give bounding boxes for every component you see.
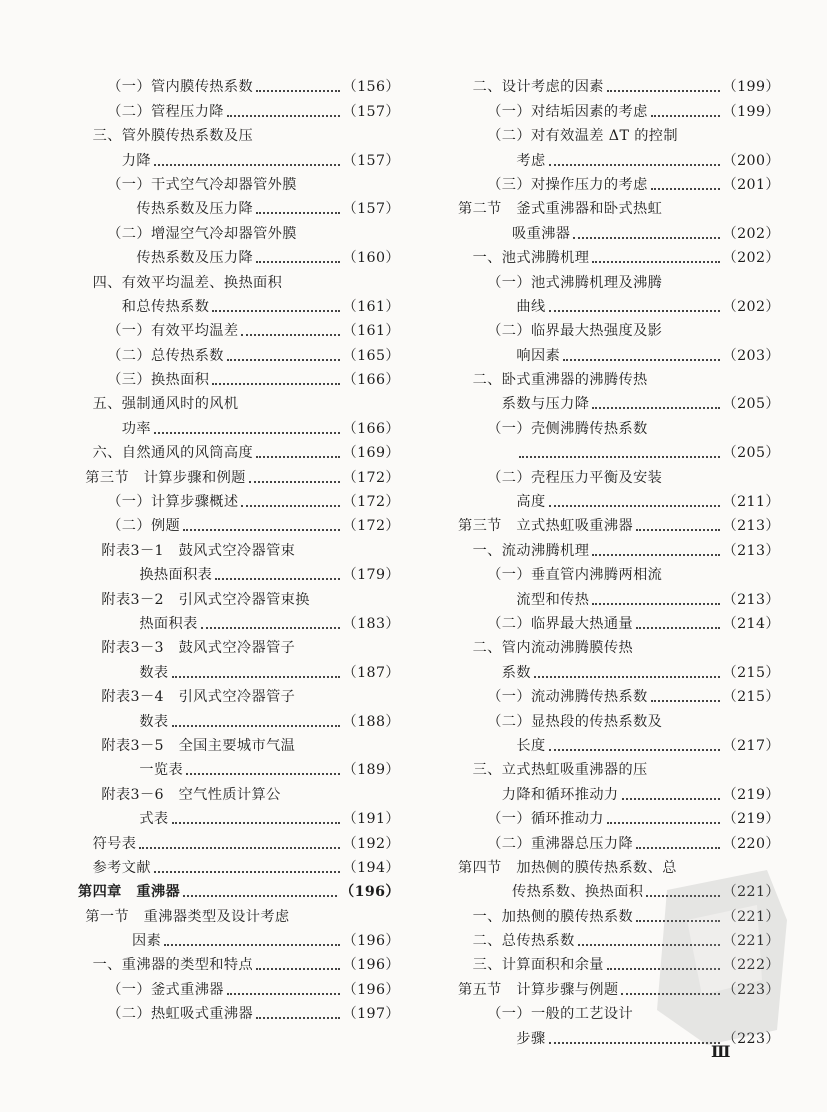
toc-entry xyxy=(458,218,780,242)
toc-entry xyxy=(78,194,400,218)
toc-entry xyxy=(458,72,780,96)
toc-page-number: （157） xyxy=(342,103,400,120)
toc-entry xyxy=(78,999,400,1023)
toc-page-number: （221） xyxy=(722,908,780,925)
toc-entry-title: （二）总传热系数 xyxy=(107,347,224,364)
toc-entry xyxy=(458,487,780,511)
toc-entry-title: （一）一般的工艺设计 xyxy=(487,1006,634,1023)
toc-dot-leader xyxy=(215,578,339,580)
toc-entry xyxy=(458,1023,780,1047)
toc-entry-title: 数表 xyxy=(139,713,169,730)
toc-entry-title: （一）循环推动力 xyxy=(487,811,604,828)
toc-page-number: （188） xyxy=(342,713,400,730)
toc-entry xyxy=(78,731,400,755)
toc-page-number: （220） xyxy=(722,835,780,852)
toc-entry-title: （二）临界最大热强度及影 xyxy=(487,323,663,340)
toc-entry-title: 系数 xyxy=(501,664,531,681)
toc-page-number: （222） xyxy=(722,957,780,974)
toc-entry xyxy=(458,267,780,291)
toc-entry xyxy=(458,389,780,413)
toc-entry xyxy=(78,316,400,340)
toc-entry-title: 三、计算面积和余量 xyxy=(472,957,604,974)
toc-entry-title: 响因素 xyxy=(516,347,561,364)
toc-entry xyxy=(78,389,400,413)
toc-dot-leader xyxy=(256,90,339,92)
toc-page-number: （199） xyxy=(722,79,780,96)
toc-entry-title: （一）垂直管内沸腾两相流 xyxy=(487,567,663,584)
toc-entry xyxy=(458,779,780,803)
toc-entry xyxy=(458,731,780,755)
toc-dot-leader xyxy=(651,188,720,190)
toc-entry xyxy=(458,609,780,633)
toc-entry xyxy=(78,560,400,584)
toc-entry-title: （二）例题 xyxy=(107,518,181,535)
toc-dot-leader xyxy=(549,164,720,166)
toc-entry xyxy=(458,365,780,389)
toc-entry-title: 附表3－2 引风式空冷器管束换 xyxy=(101,591,310,608)
toc-entry-title: 力降和循环推动力 xyxy=(501,786,619,803)
toc-entry xyxy=(458,194,780,218)
toc-page-number: （205） xyxy=(722,396,780,413)
toc-entry xyxy=(78,853,400,877)
toc-entry-title: 附表3－1 鼓风式空冷器管束 xyxy=(101,542,296,559)
toc-entry-title: 一览表 xyxy=(139,762,184,779)
toc-entry-title: （三）换热面积 xyxy=(107,372,210,389)
toc-page-number: （183） xyxy=(342,615,400,632)
toc-entry xyxy=(458,853,780,877)
toc-entry xyxy=(78,828,400,852)
toc-page-number: （219） xyxy=(722,811,780,828)
toc-entry xyxy=(458,438,780,462)
toc-dot-leader xyxy=(172,676,340,678)
toc-page-number: （179） xyxy=(342,567,400,584)
toc-dot-leader xyxy=(249,481,340,483)
toc-entry xyxy=(78,121,400,145)
toc-entry-title: 功率 xyxy=(121,420,151,437)
toc-entry xyxy=(458,462,780,486)
toc-page-number: （213） xyxy=(722,591,780,608)
toc-entry-title: 六、自然通风的风筒高度 xyxy=(92,445,254,462)
toc-dot-leader xyxy=(139,847,339,849)
toc-page-number: （169） xyxy=(342,445,400,462)
toc-dot-leader xyxy=(256,968,339,970)
toc-entry-title: 传热系数及压力降 xyxy=(136,201,254,218)
toc-page-number: （223） xyxy=(722,1030,780,1047)
toc-entry xyxy=(78,682,400,706)
toc-entry-title: （二）壳程压力平衡及安装 xyxy=(487,469,663,486)
toc-entry xyxy=(78,633,400,657)
toc-entry xyxy=(78,487,400,511)
toc-entry-title: 附表3－4 引风式空冷器管子 xyxy=(101,689,296,706)
page-folio: Ⅲ xyxy=(711,1042,732,1061)
toc-entry xyxy=(458,974,780,998)
toc-entry xyxy=(78,926,400,950)
toc-entry xyxy=(458,950,780,974)
toc-page-number: （221） xyxy=(722,933,780,950)
toc-entry xyxy=(78,170,400,194)
toc-dot-leader xyxy=(651,700,720,702)
toc-dot-leader xyxy=(607,90,720,92)
toc-entry xyxy=(78,267,400,291)
toc-dot-leader xyxy=(154,432,340,434)
toc-entry-title: 和总传热系数 xyxy=(121,298,210,315)
toc-entry-title: 一、池式沸腾机理 xyxy=(472,250,590,267)
toc-dot-leader xyxy=(227,115,340,117)
toc-dot-leader xyxy=(592,603,719,605)
toc-entry-title: 第一节 重沸器类型及设计考虑 xyxy=(85,908,290,925)
toc-entry xyxy=(458,413,780,437)
toc-entry-title: （一）池式沸腾机理及沸腾 xyxy=(487,274,663,291)
toc-entry xyxy=(78,218,400,242)
toc-page-number: （213） xyxy=(722,518,780,535)
toc-entry xyxy=(78,584,400,608)
toc-entry-title: 一、重沸器的类型和特点 xyxy=(92,957,254,974)
toc-entry-title: 附表3－3 鼓风式空冷器管子 xyxy=(101,640,296,657)
toc-page-number: （211） xyxy=(722,494,780,511)
toc-entry-title: 一、流动沸腾机理 xyxy=(472,542,590,559)
toc-dot-leader xyxy=(186,773,339,775)
toc-entry xyxy=(458,804,780,828)
toc-entry-title: （一）釜式重沸器 xyxy=(107,981,224,998)
toc-page-number: （214） xyxy=(722,615,780,632)
toc-entry-title: 传热系数、换热面积 xyxy=(512,884,644,901)
toc-entry xyxy=(78,755,400,779)
toc-entry xyxy=(78,804,400,828)
toc-entry xyxy=(78,292,400,316)
toc-entry-title: 步骤 xyxy=(516,1030,546,1047)
toc-entry xyxy=(78,950,400,974)
toc-entry-title: 参考文献 xyxy=(92,859,151,876)
toc-entry-title: 系数与压力降 xyxy=(501,396,590,413)
toc-dot-leader xyxy=(622,798,720,800)
toc-entry xyxy=(78,535,400,559)
toc-entry-title: 附表3－5 全国主要城市气温 xyxy=(101,737,296,754)
toc-entry-title: 二、管内流动沸腾膜传热 xyxy=(472,640,634,657)
toc-page-number: （161） xyxy=(342,323,400,340)
toc-page-number: （197） xyxy=(342,1006,400,1023)
toc-entry xyxy=(78,462,400,486)
toc-page-number: （217） xyxy=(722,737,780,754)
toc-page-number: （202） xyxy=(722,250,780,267)
toc-entry xyxy=(78,706,400,730)
toc-page-number: （192） xyxy=(342,835,400,852)
toc-entry xyxy=(78,657,400,681)
toc-entry xyxy=(78,145,400,169)
toc-dot-leader xyxy=(621,993,719,995)
toc-entry-title: （一）流动沸腾传热系数 xyxy=(487,689,648,706)
toc-entry-title: 第五节 计算步骤与例题 xyxy=(458,981,619,998)
toc-dot-leader xyxy=(549,505,720,507)
toc-dot-leader xyxy=(519,456,719,458)
toc-dot-leader xyxy=(578,944,720,946)
toc-entry-title: 因素 xyxy=(132,933,162,950)
toc-dot-leader xyxy=(212,310,339,312)
toc-page-number: （201） xyxy=(722,176,780,193)
toc-entry xyxy=(78,877,400,901)
toc-entry-title: （二）管程压力降 xyxy=(107,103,224,120)
toc-dot-leader xyxy=(573,237,719,239)
toc-page-number: （221） xyxy=(722,884,780,901)
toc-entry-title: 二、总传热系数 xyxy=(472,933,575,950)
toc-page-number: （166） xyxy=(342,420,400,437)
toc-dot-leader xyxy=(549,749,720,751)
toc-entry xyxy=(458,121,780,145)
toc-page-number: （191） xyxy=(342,811,400,828)
toc-page-number: （215） xyxy=(722,689,780,706)
toc-entry-title: （一）壳侧沸腾传热系数 xyxy=(487,420,648,437)
toc-entry-title: 三、立式热虹吸重沸器的压 xyxy=(472,762,648,779)
toc-entry xyxy=(78,511,400,535)
toc-entry xyxy=(458,633,780,657)
toc-entry xyxy=(458,584,780,608)
toc-dot-leader xyxy=(636,920,719,922)
toc-entry-title: （二）显热段的传热系数及 xyxy=(487,713,663,730)
toc-page-number: （202） xyxy=(722,225,780,242)
toc-entry xyxy=(458,901,780,925)
toc-entry xyxy=(78,438,400,462)
toc-page-number: （172） xyxy=(342,469,400,486)
toc-entry xyxy=(78,901,400,925)
toc-left-column xyxy=(78,72,400,1023)
toc-entry xyxy=(78,609,400,633)
toc-entry-title: 式表 xyxy=(139,811,169,828)
toc-entry xyxy=(458,877,780,901)
toc-entry-title: 符号表 xyxy=(92,835,137,852)
toc-entry-title: 换热面积表 xyxy=(139,567,213,584)
toc-entry-title: 一、加热侧的膜传热系数 xyxy=(472,908,634,925)
toc-entry-title: 三、管外膜传热系数及压 xyxy=(92,128,254,145)
toc-dot-leader xyxy=(212,383,339,385)
toc-entry-title: 曲线 xyxy=(516,298,546,315)
toc-page-number: （196） xyxy=(340,884,400,901)
toc-dot-leader xyxy=(534,676,720,678)
toc-entry xyxy=(458,243,780,267)
toc-page-number: （196） xyxy=(342,981,400,998)
toc-entry xyxy=(78,340,400,364)
toc-entry-title: 传热系数及压力降 xyxy=(136,250,254,267)
toc-entry xyxy=(458,511,780,535)
toc-entry xyxy=(458,657,780,681)
toc-entry-title: （三）对操作压力的考虑 xyxy=(487,176,648,193)
toc-dot-leader xyxy=(563,359,719,361)
toc-dot-leader xyxy=(646,895,719,897)
toc-dot-leader xyxy=(256,456,339,458)
toc-entry-title: （二）临界最大热通量 xyxy=(487,615,634,632)
toc-page-number: （161） xyxy=(342,298,400,315)
toc-entry-title: 二、设计考虑的因素 xyxy=(472,79,604,96)
toc-entry-title: 长度 xyxy=(516,737,546,754)
toc-entry-title: 二、卧式重沸器的沸腾传热 xyxy=(472,372,648,389)
toc-entry-title: 力降 xyxy=(121,152,151,169)
toc-entry-title: 第二节 釜式重沸器和卧式热虹 xyxy=(458,201,663,218)
toc-entry xyxy=(458,96,780,120)
toc-page-number: （160） xyxy=(342,250,400,267)
toc-dot-leader xyxy=(607,968,720,970)
toc-entry-title: （一）干式空气冷却器管外膜 xyxy=(107,176,297,193)
toc-entry xyxy=(458,292,780,316)
toc-page-number: （189） xyxy=(342,762,400,779)
toc-entry-title: 第三节 计算步骤和例题 xyxy=(85,469,246,486)
toc-entry xyxy=(458,170,780,194)
toc-page-number: （196） xyxy=(342,933,400,950)
toc-dot-leader xyxy=(651,115,720,117)
toc-dot-leader xyxy=(172,822,340,824)
toc-dot-leader xyxy=(549,1042,720,1044)
toc-entry-title: 第四节 加热侧的膜传热系数、总 xyxy=(458,859,677,876)
toc-entry xyxy=(458,145,780,169)
toc-entry-title: 四、有效平均温差、换热面积 xyxy=(92,274,283,291)
toc-dot-leader xyxy=(183,529,339,531)
toc-page-number: （199） xyxy=(722,103,780,120)
toc-entry xyxy=(458,706,780,730)
toc-entry xyxy=(78,779,400,803)
toc-entry-title: 考虑 xyxy=(516,152,546,169)
toc-entry xyxy=(458,828,780,852)
toc-entry xyxy=(458,755,780,779)
toc-entry-title: 附表3－6 空气性质计算公 xyxy=(101,786,281,803)
toc-entry xyxy=(78,365,400,389)
toc-page-number: （200） xyxy=(722,152,780,169)
toc-entry-title: 数表 xyxy=(139,664,169,681)
toc-page-number: （187） xyxy=(342,664,400,681)
toc-dot-leader xyxy=(227,359,340,361)
toc-page-number: （202） xyxy=(722,298,780,315)
toc-page-number: （157） xyxy=(342,152,400,169)
toc-page-number: （219） xyxy=(722,786,780,803)
toc-entry xyxy=(458,340,780,364)
toc-entry xyxy=(78,413,400,437)
toc-entry xyxy=(458,682,780,706)
toc-page-number: （215） xyxy=(722,664,780,681)
toc-dot-leader xyxy=(592,407,719,409)
toc-dot-leader xyxy=(154,871,340,873)
toc-entry-title: （一）对结垢因素的考虑 xyxy=(487,103,648,120)
toc-dot-leader xyxy=(256,1017,339,1019)
toc-dot-leader xyxy=(549,310,720,312)
toc-dot-leader xyxy=(256,261,339,263)
toc-entry xyxy=(458,535,780,559)
toc-entry-title: 热面积表 xyxy=(139,615,198,632)
toc-page-number: （172） xyxy=(342,518,400,535)
toc-page-number: （156） xyxy=(342,79,400,96)
toc-page-number: （157） xyxy=(342,201,400,218)
toc-dot-leader xyxy=(607,822,720,824)
toc-entry-title: （二）热虹吸式重沸器 xyxy=(107,1006,254,1023)
toc-entry xyxy=(78,974,400,998)
toc-page-number: （165） xyxy=(342,347,400,364)
toc-dot-leader xyxy=(636,627,719,629)
toc-entry-title: 流型和传热 xyxy=(516,591,590,608)
toc-dot-leader xyxy=(636,529,719,531)
toc-dot-leader xyxy=(183,895,337,897)
toc-entry xyxy=(458,316,780,340)
toc-dot-leader xyxy=(241,334,339,336)
toc-entry-title: （一）管内膜传热系数 xyxy=(107,79,254,96)
toc-entry xyxy=(458,926,780,950)
toc-page-number: （166） xyxy=(342,372,400,389)
toc-dot-leader xyxy=(592,261,719,263)
toc-dot-leader xyxy=(154,164,340,166)
toc-dot-leader xyxy=(201,627,340,629)
toc-entry xyxy=(458,999,780,1023)
toc-entry-title: 第三节 立式热虹吸重沸器 xyxy=(458,518,634,535)
toc-entry xyxy=(78,72,400,96)
toc-dot-leader xyxy=(592,554,719,556)
toc-dot-leader xyxy=(241,505,339,507)
toc-entry-title: （二）重沸器总压力降 xyxy=(487,835,634,852)
toc-dot-leader xyxy=(636,847,719,849)
toc-page-number: （194） xyxy=(342,859,400,876)
toc-entry-title: （二）增湿空气冷却器管外膜 xyxy=(107,225,297,242)
toc-right-column xyxy=(458,72,780,1048)
toc-entry xyxy=(78,243,400,267)
toc-entry-title: （二）对有效温差 ΔT 的控制 xyxy=(487,128,678,145)
toc-entry-title: 吸重沸器 xyxy=(512,225,571,242)
toc-page-number: （172） xyxy=(342,494,400,511)
toc-entry xyxy=(78,96,400,120)
toc-entry-title: （一）计算步骤概述 xyxy=(107,494,239,511)
toc-dot-leader xyxy=(227,993,340,995)
toc-page-number: （205） xyxy=(722,445,780,462)
toc-entry-title: 高度 xyxy=(516,494,546,511)
toc-page-number: （223） xyxy=(722,981,780,998)
toc-page-number: （196） xyxy=(342,957,400,974)
toc-dot-leader xyxy=(164,944,339,946)
toc-dot-leader xyxy=(256,212,339,214)
toc-entry xyxy=(458,560,780,584)
toc-entry-title: 第四章 重沸器 xyxy=(78,884,181,901)
toc-entry-title: 五、强制通风时的风机 xyxy=(92,396,239,413)
toc-page-number: （213） xyxy=(722,542,780,559)
toc-dot-leader xyxy=(172,725,340,727)
toc-page-number: （203） xyxy=(722,347,780,364)
toc-entry-title: （一）有效平均温差 xyxy=(107,323,239,340)
